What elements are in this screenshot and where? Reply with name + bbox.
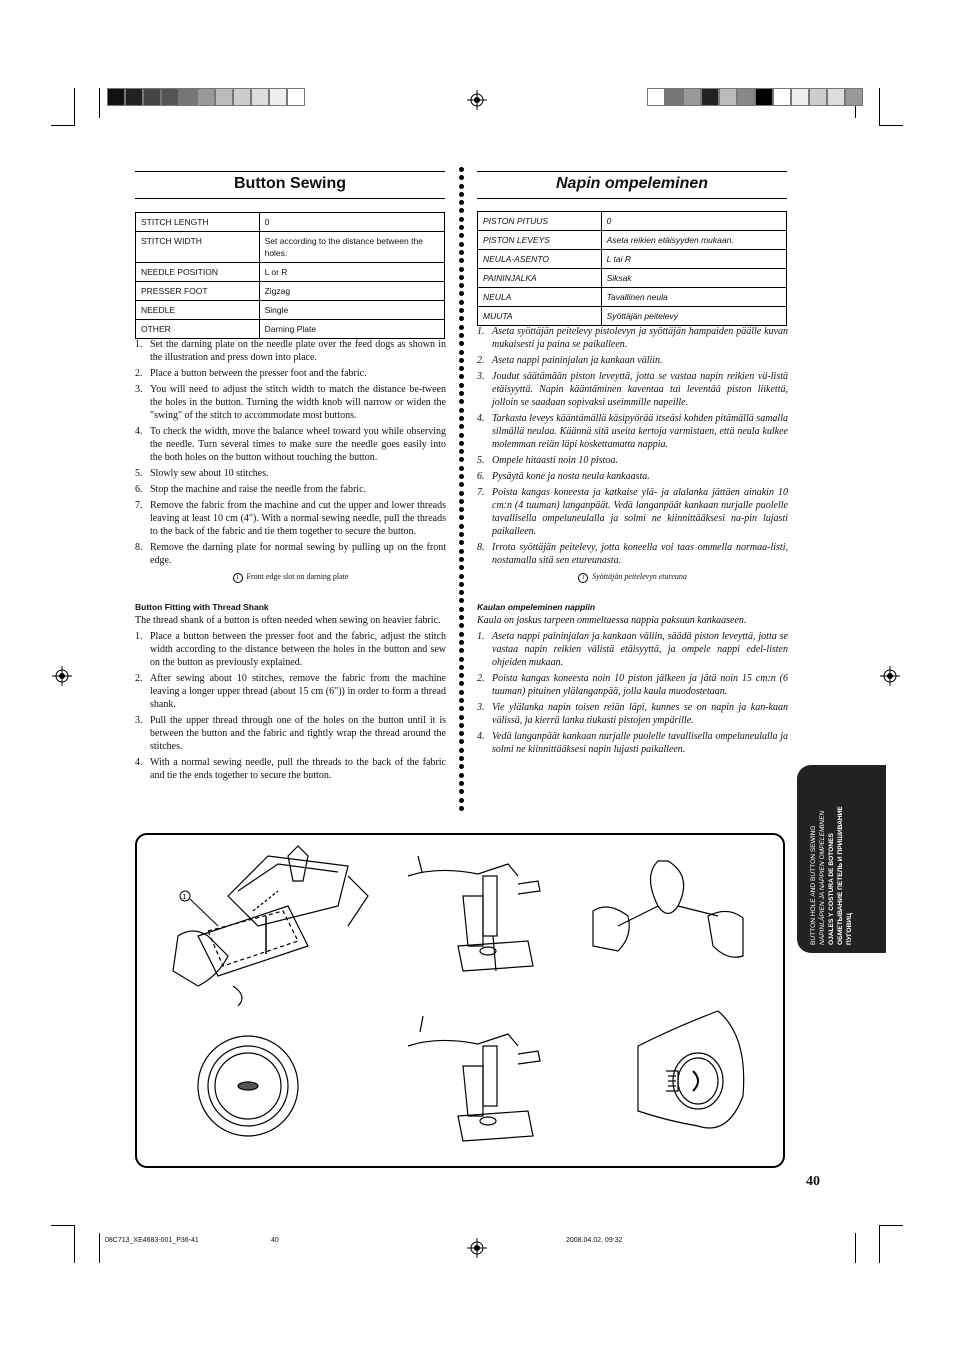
crop-mark (51, 1225, 75, 1226)
list-item (477, 630, 788, 669)
color-swatch (809, 88, 827, 106)
step-number: 8. (477, 542, 485, 553)
step-text: Poista kangas koneesta noin 10 piston jälkeen ja jätä noin 15 cm:n (6 tuuman) pituinen ylälanganpää, jolla kaula muodostetaan. (492, 673, 788, 697)
step-number: 3. (135, 715, 143, 726)
crop-mark (99, 88, 100, 118)
table-label: STITCH LENGTH (136, 213, 260, 232)
crop-mark (51, 125, 75, 126)
color-swatch (107, 88, 125, 106)
table-value: Aseta reikien etäisyyden mukaan. (601, 231, 786, 250)
table-label: OTHER (136, 320, 260, 339)
title-rule (135, 171, 445, 172)
step-number: 3. (477, 702, 485, 713)
crop-mark (74, 1225, 75, 1263)
color-swatch (287, 88, 305, 106)
footer-timestamp: 2008.04.02, 09:32 (566, 1237, 623, 1244)
list-item (477, 370, 788, 409)
step-text: Aseta nappi paininjalan ja kankaan väliin. (492, 355, 663, 366)
color-swatch (719, 88, 737, 106)
list-item (477, 325, 788, 351)
step-number: 4. (135, 426, 143, 437)
illustrations (138, 836, 782, 1165)
table-value: L tai R (601, 250, 786, 269)
color-swatch (251, 88, 269, 106)
presser-foot-illustration (408, 1016, 540, 1141)
color-swatch (845, 88, 863, 106)
list-item (477, 486, 788, 538)
crop-mark (855, 1233, 856, 1263)
list-item (135, 499, 446, 538)
list-item (477, 470, 788, 483)
figure-note-right: 1 Syöttäjän peitelevyn etureuna (477, 570, 788, 583)
table-value: Siksak (601, 269, 786, 288)
step-text: Joudut säätämään piston leveyttä, jotta se vastaa napin reikien vä-listä etäisyyttä. Napin kääntäminen kaventaa tai leventää piston liikettä, jolloin se saadaan sopivaksi useimmille napeille. (492, 371, 788, 408)
step-text: Remove the darning plate for normal sewing by pulling up on the front edge. (150, 542, 446, 566)
section-title-left: Button Sewing (234, 175, 346, 192)
color-swatch (215, 88, 233, 106)
table-value: Single (259, 301, 444, 320)
step-number: 6. (135, 484, 143, 495)
tab-line: BUTTON HOLE AND BUTTON SEWING (810, 825, 817, 945)
color-swatch (791, 88, 809, 106)
table-label: NEEDLE POSITION (136, 263, 260, 282)
list-item (477, 730, 788, 756)
title-rule (477, 171, 787, 172)
color-swatch (143, 88, 161, 106)
step-text: Poista kangas koneesta ja katkaise ylä- ja alalanka jättäen ainakin 10 cm:n (4 tuuman) langanpäät. Vedä langanpäät kankaan nurjalle puolelle tavallisella ompeluneulalla ja solmi ne kiinnittääksesi na-pin lujasti paikalleen. (492, 487, 788, 537)
step-text: With a normal sewing needle, pull the threads to the back of the fabric and tie the ends together to secure the button. (150, 757, 446, 781)
color-swatch (683, 88, 701, 106)
table-row (478, 288, 787, 307)
step-text: Pull the upper thread through one of the holes on the button until it is between the button and the fabric and tightly wrap the thread around the stitches. (150, 715, 446, 752)
step-number: 5. (135, 468, 143, 479)
table-row (478, 250, 787, 269)
step-number: 2. (477, 355, 485, 366)
step-number: 4. (477, 731, 485, 742)
table-row (478, 307, 787, 326)
intro-left: The thread shank of a button is often needed when sewing on heavier fabric. (135, 615, 441, 626)
title-rule (135, 198, 445, 199)
step-text: To check the width, move the balance wheel toward you while observing the needle. Turn several times to make sure the needle goes easily into the both holes on the button without touching the button. (150, 426, 446, 463)
step-text: Tarkasta leveys kääntämällä käsipyörää itseäsi kohden pitämällä samalla silmällä neulaa. Käännä sitä useita kertoja varmistaen, että neula kulkee molemman reiän läpi koskettamatta nappia. (492, 413, 788, 450)
list-item (477, 541, 788, 567)
list-item (135, 483, 446, 496)
step-text: Irrota syöttäjän peitelevy, jotta koneella voi taas ommella normaa-listi, nostamalla sitä sen etureunasta. (492, 542, 788, 566)
subheading-left: Button Fitting with Thread Shank (135, 602, 269, 612)
figure-note-left: 1 Front edge slot on darning plate (135, 570, 446, 583)
crop-mark (74, 88, 75, 126)
button-illustration (198, 1036, 298, 1136)
color-bar-left (107, 88, 305, 106)
step-number: 7. (477, 487, 485, 498)
step-text: Vedä langanpäät kankaan nurjalle puolelle tavallisella ompeluneulalla ja solmi ne kiinnittääksesi napin lujasti paikalleen. (492, 731, 788, 755)
list-item (135, 367, 446, 380)
subheading-right: Kaulan ompeleminen nappiin (477, 602, 596, 612)
step-text: Pysäytä kone ja nosta neula kankaasta. (492, 471, 650, 482)
color-swatch (197, 88, 215, 106)
table-row (136, 263, 445, 282)
table-value: L or R (259, 263, 444, 282)
list-item (135, 541, 446, 567)
list-item (477, 672, 788, 698)
step-text: Remove the fabric from the machine and cut the upper and lower threads leaving at least 10 cm (4"). With a normal sewing needle, pull the threads to the back of the fabric and tie them together to secure the button. (150, 500, 446, 537)
step-text: Place a button between the presser foot and the fabric. (150, 368, 367, 379)
list-item (135, 714, 446, 753)
chapter-tab (797, 765, 886, 953)
tab-line: ОБМЕТЫВАНИЕ ПЕТЕЛЬ И ПРИШИВАНИЕ ПУГОВИЦ (837, 806, 853, 945)
table-value: Darning Plate (259, 320, 444, 339)
step-number: 5. (477, 455, 485, 466)
table-row (136, 320, 445, 339)
step-text: Aseta syöttäjän peitelevy pistolevyn ja syöttäjän hampaiden päälle kuvan mukaisesti ja paina se paikalleen. (492, 326, 788, 350)
color-swatch (647, 88, 665, 106)
step-number: 2. (135, 368, 143, 379)
step-number: 2. (477, 673, 485, 684)
list-item (135, 383, 446, 422)
footer-page: 40 (271, 1237, 279, 1244)
list-item (477, 412, 788, 451)
settings-table-right (477, 211, 787, 326)
color-swatch (161, 88, 179, 106)
step-number: 1. (135, 631, 143, 642)
color-swatch (755, 88, 773, 106)
table-label: MUUTA (478, 307, 602, 326)
crop-mark (879, 1225, 903, 1226)
color-swatch (665, 88, 683, 106)
table-row (478, 269, 787, 288)
crop-mark (879, 1225, 880, 1263)
settings-table-left (135, 212, 445, 339)
intro-right: Kaula on joskus tarpeen ommeltaessa nappia paksuun kankaaseen. (477, 615, 747, 626)
step-text: Ompele hitaasti noin 10 pistoa. (492, 455, 618, 466)
table-label: PISTON PITUUS (478, 212, 602, 231)
color-swatch (179, 88, 197, 106)
registration-mark-icon (467, 90, 487, 110)
list-item (135, 630, 446, 669)
thread-knot-illustration (593, 861, 743, 957)
column-divider (459, 167, 465, 814)
list-item (477, 354, 788, 367)
step-number: 1. (135, 339, 143, 350)
title-rule (477, 198, 787, 199)
footer-file: 08C713_XE4683-001_P36-41 (105, 1237, 199, 1244)
table-label: NEEDLE (136, 301, 260, 320)
section-title-right: Napin ompeleminen (555, 175, 709, 192)
step-number: 4. (135, 757, 143, 768)
table-value: Syöttäjän peitelevy (601, 307, 786, 326)
color-swatch (233, 88, 251, 106)
list-item (477, 701, 788, 727)
crop-mark (879, 125, 903, 126)
step-number: 3. (135, 384, 143, 395)
callout-number: 1 (182, 894, 187, 901)
step-number: 7. (135, 500, 143, 511)
registration-mark-icon (467, 1238, 487, 1258)
table-value: Tavallinen neula (601, 288, 786, 307)
table-label: PISTON LEVEYS (478, 231, 602, 250)
table-row (478, 212, 787, 231)
table-row (136, 282, 445, 301)
step-text: After sewing about 10 stitches, remove the fabric from the machine leaving a longer upper thread (about 15 cm (6")) in order to form a thread shank. (150, 673, 446, 710)
color-bar-right (647, 88, 863, 106)
table-row (136, 232, 445, 263)
instructions-right (477, 325, 788, 759)
table-label: PAININJALKA (478, 269, 602, 288)
step-number: 6. (477, 471, 485, 482)
step-text: Vie ylälanka napin toisen reiän läpi, kunnes se on napin ja kan-kaan välissä, ja kierrä lanka tiukasti pistojen ympärille. (492, 702, 788, 726)
step-text: Set the darning plate on the needle plate over the feed dogs as shown in the illustration and press down into place. (150, 339, 446, 363)
crop-mark (879, 88, 880, 126)
page-number: 40 (806, 1174, 820, 1189)
step-number: 1. (477, 326, 485, 337)
list-item (135, 672, 446, 711)
step-number: 1. (477, 631, 485, 642)
step-text: Stop the machine and raise the needle from the fabric. (150, 484, 367, 495)
table-row (136, 213, 445, 232)
instructions-left (135, 338, 446, 785)
table-value: Zigzag (259, 282, 444, 301)
color-swatch (827, 88, 845, 106)
presser-foot-illustration (408, 856, 540, 971)
table-row (136, 301, 445, 320)
color-swatch (737, 88, 755, 106)
table-value: 0 (601, 212, 786, 231)
table-label: NEULA (478, 288, 602, 307)
step-number: 4. (477, 413, 485, 424)
table-value: Set according to the distance between the holes. (259, 232, 444, 263)
step-number: 3. (477, 371, 485, 382)
list-item (135, 425, 446, 464)
color-swatch (269, 88, 287, 106)
step-text: Place a button between the presser foot and the fabric, adjust the stitch width according to the distance between the holes in the button and sew on the button as previously explained. (150, 631, 446, 668)
step-number: 8. (135, 542, 143, 553)
button-shank-illustration (638, 1011, 744, 1128)
table-label: STITCH WIDTH (136, 232, 260, 263)
step-text: Slowly sew about 10 stitches. (150, 468, 269, 479)
registration-mark-icon (52, 666, 72, 686)
table-label: PRESSER FOOT (136, 282, 260, 301)
step-text: Aseta nappi paininjalan ja kankaan väliin, säädä piston leveyttä, jotta se vastaa napin reikien välistä etäisyyttä, ja ompele nappi edel-listen ohjeiden mukaan. (492, 631, 788, 668)
color-swatch (125, 88, 143, 106)
color-swatch (701, 88, 719, 106)
color-swatch (773, 88, 791, 106)
table-value: 0 (259, 213, 444, 232)
table-label: NEULA-ASENTO (478, 250, 602, 269)
crop-mark (99, 1233, 100, 1263)
tab-line: NAPINLÄPIEN JA NAPPIEN OMPELEMINEN (819, 810, 826, 945)
darning-plate-illustration (173, 846, 368, 1006)
step-number: 2. (135, 673, 143, 684)
step-text: You will need to adjust the stitch width to match the distance be-tween the holes in the button. Turning the width knob will narrow or widen the "swing" of the stitch to accommodate most buttons. (150, 384, 446, 421)
list-item (135, 756, 446, 782)
registration-mark-icon (880, 666, 900, 686)
list-item (477, 454, 788, 467)
list-item (135, 467, 446, 480)
list-item (135, 338, 446, 364)
table-row (478, 231, 787, 250)
tab-line: OJALES Y COSTURA DE BOTONES (828, 833, 835, 945)
